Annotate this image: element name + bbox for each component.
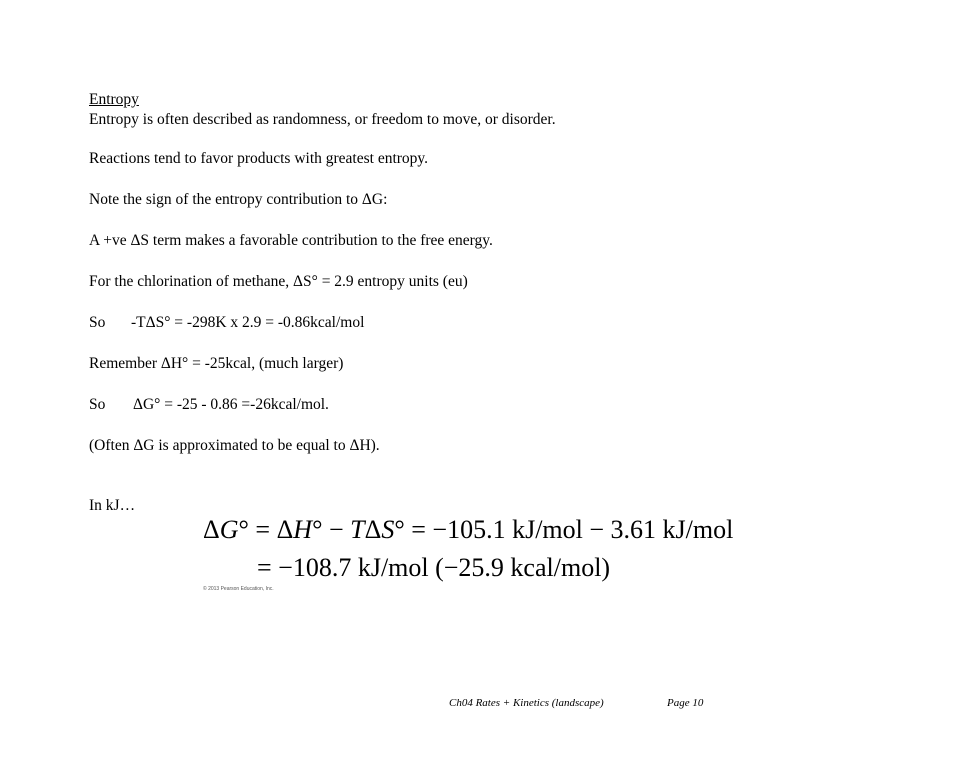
- footer-chapter: Ch04 Rates + Kinetics (landscape): [449, 697, 604, 709]
- paragraph-entropy-sign: Note the sign of the entropy contribution to ΔG:: [89, 191, 388, 208]
- paragraph-approximation: (Often ΔG is approximated to be equal to ΔH).: [89, 437, 380, 454]
- equation-line-1-values: = −105.1 kJ/mol − 3.61 kJ/mol: [404, 515, 734, 544]
- so-label: So: [89, 314, 106, 331]
- copyright-notice: © 2013 Pearson Education, Inc.: [203, 586, 274, 592]
- tds-expression: -TΔS° = -298K x 2.9 = -0.86kcal/mol: [131, 314, 365, 331]
- equation-line-1: [203, 515, 733, 545]
- section-heading: Entropy: [89, 91, 139, 108]
- footer-page-number: Page 10: [667, 697, 704, 709]
- paragraph-tds-calculation: [89, 314, 364, 332]
- equation-line-2: = −108.7 kJ/mol (−25.9 kcal/mol): [257, 553, 611, 582]
- paragraph-reactions-favor: Reactions tend to favor products with greatest entropy.: [89, 150, 429, 167]
- equation-lhs-symbols: ΔG° = ΔH° − TΔS°: [203, 515, 405, 544]
- so-label: So: [89, 396, 106, 413]
- paragraph-positive-ds: A +ve ΔS term makes a favorable contribution to the free energy.: [89, 232, 493, 249]
- paragraph-chlorination: For the chlorination of methane, ΔS° = 2.9 entropy units (eu): [89, 273, 468, 290]
- dg-expression: ΔG° = -25 - 0.86 =-26kcal/mol.: [133, 396, 329, 413]
- paragraph-in-kj: In kJ…: [89, 497, 136, 514]
- paragraph-remember-dh: Remember ΔH° = -25kcal, (much larger): [89, 355, 344, 372]
- paragraph-dg-calculation: [89, 396, 329, 414]
- paragraph-entropy-definition: Entropy is often described as randomness, or freedom to move, or disorder.: [89, 111, 556, 128]
